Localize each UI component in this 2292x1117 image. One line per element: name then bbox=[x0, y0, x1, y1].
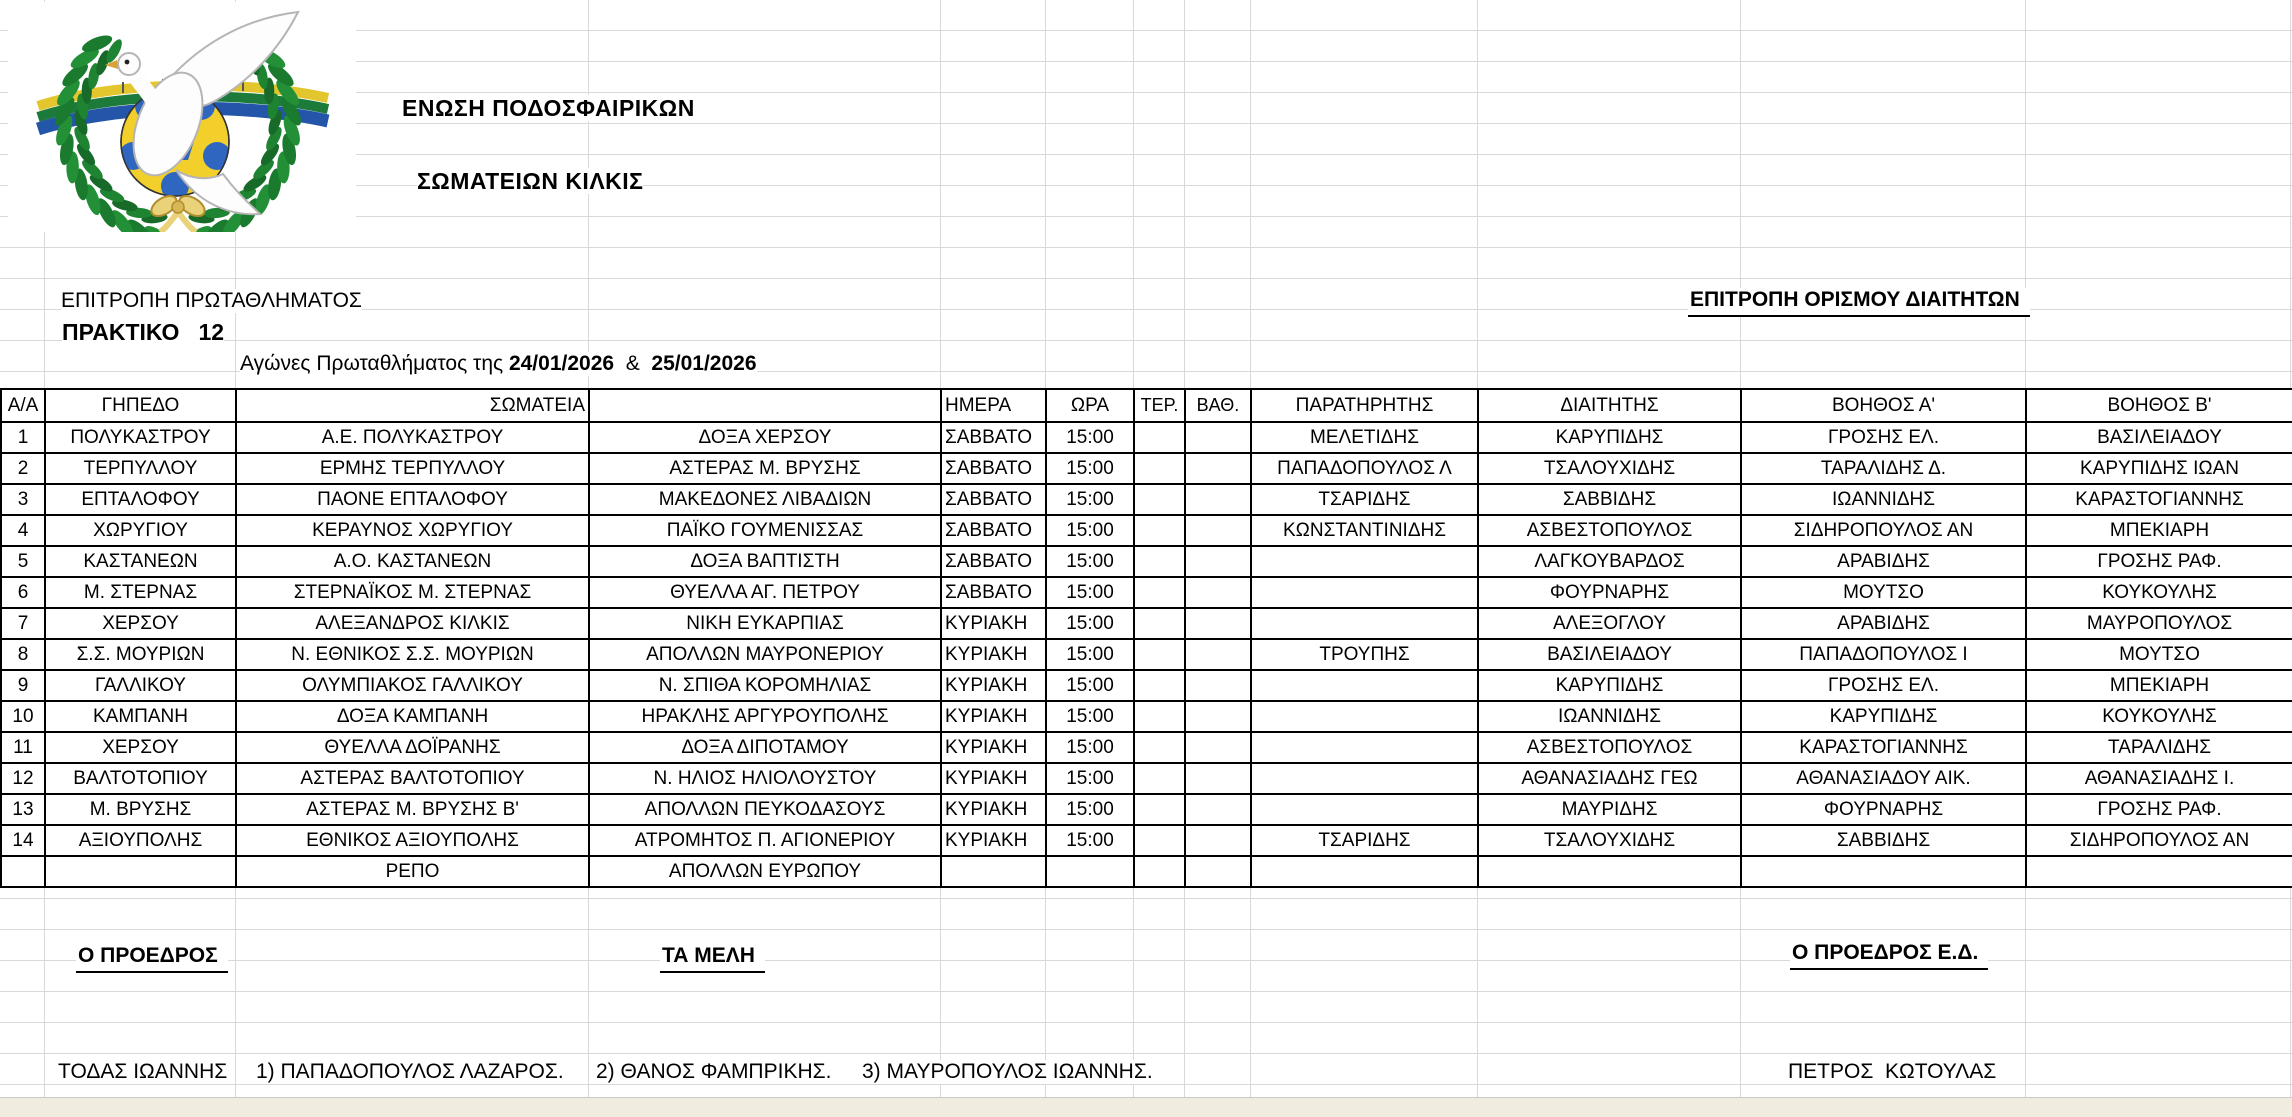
cell-time: 15:00 bbox=[1046, 453, 1134, 484]
fixture-row bbox=[1, 701, 2292, 732]
cell-points bbox=[1185, 763, 1251, 794]
cell-empty bbox=[1046, 856, 1134, 887]
cell-score bbox=[1134, 763, 1185, 794]
matches-date-line bbox=[240, 352, 757, 376]
cell-away: ΝΙΚΗ ΕΥΚΑΡΠΙΑΣ bbox=[589, 608, 941, 639]
cell-day: ΚΥΡΙΑΚΗ bbox=[941, 732, 1046, 763]
fixture-row bbox=[1, 546, 2292, 577]
cell-points bbox=[1185, 515, 1251, 546]
president-name: ΤΟΔΑΣ ΙΩΑΝΝΗΣ bbox=[58, 1060, 228, 1083]
bye-row bbox=[1, 856, 2292, 887]
cell-time: 15:00 bbox=[1046, 825, 1134, 856]
cell-score bbox=[1134, 515, 1185, 546]
member-3-name: 3) ΜΑΥΡΟΠΟΥΛΟΣ ΙΩΑΝΝΗΣ. bbox=[862, 1060, 1153, 1083]
cell-score bbox=[1134, 484, 1185, 515]
cell-away: ΔΟΞΑ ΔΙΠΟΤΑΜΟΥ bbox=[589, 732, 941, 763]
cell-assistant_b: ΓΡΟΣΗΣ ΡΑΦ. bbox=[2026, 546, 2292, 577]
cell-assistant_b: ΜΑΥΡΟΠΟΥΛΟΣ bbox=[2026, 608, 2292, 639]
cell-points bbox=[1185, 546, 1251, 577]
cell-referee: ΙΩΑΝΝΙΔΗΣ bbox=[1478, 701, 1741, 732]
cell-score bbox=[1134, 732, 1185, 763]
cell-score bbox=[1134, 546, 1185, 577]
cell-venue: ΓΑΛΛΙΚΟΥ bbox=[45, 670, 236, 701]
cell-aa: 7 bbox=[1, 608, 45, 639]
cell-score bbox=[1134, 639, 1185, 670]
cell-time: 15:00 bbox=[1046, 484, 1134, 515]
cell-referee: ΣΑΒΒΙΔΗΣ bbox=[1478, 484, 1741, 515]
cell-assistant_a: ΣΙΔΗΡΟΠΟΥΛΟΣ ΑΝ bbox=[1741, 515, 2026, 546]
header-points: ΒΑΘ. bbox=[1185, 389, 1251, 422]
cell-empty bbox=[1185, 856, 1251, 887]
cell-score bbox=[1134, 701, 1185, 732]
cell-aa: 2 bbox=[1, 453, 45, 484]
cell-assistant_a: ΚΑΡΑΣΤΟΓΙΑΝΝΗΣ bbox=[1741, 732, 2026, 763]
cell-assistant_b: ΜΠΕΚΙΑΡΗ bbox=[2026, 670, 2292, 701]
cell-aa: 14 bbox=[1, 825, 45, 856]
cell-observer bbox=[1251, 608, 1478, 639]
cell-observer: ΚΩΝΣΤΑΝΤΙΝΙΔΗΣ bbox=[1251, 515, 1478, 546]
cell-assistant_b: ΜΟΥΤΣΟ bbox=[2026, 639, 2292, 670]
cell-home: Α.Ε. ΠΟΛΥΚΑΣΤΡΟΥ bbox=[236, 422, 589, 453]
cell-home: ΕΡΜΗΣ ΤΕΡΠΥΛΛΟΥ bbox=[236, 453, 589, 484]
cell-empty bbox=[1741, 856, 2026, 887]
cell-score bbox=[1134, 577, 1185, 608]
cell-observer bbox=[1251, 701, 1478, 732]
cell-points bbox=[1185, 608, 1251, 639]
cell-away: ΑΠΟΛΛΩΝ ΜΑΥΡΟΝΕΡΙΟΥ bbox=[589, 639, 941, 670]
header-time: ΩΡΑ bbox=[1046, 389, 1134, 422]
cell-points bbox=[1185, 639, 1251, 670]
cell-time: 15:00 bbox=[1046, 515, 1134, 546]
referees-committee-label: ΕΠΙΤΡΟΠΗ ΟΡΙΣΜΟΥ ΔΙΑΙΤΗΤΩΝ bbox=[1688, 288, 2030, 317]
cell-away: Ν. ΣΠΙΘΑ ΚΟΡΟΜΗΛΙΑΣ bbox=[589, 670, 941, 701]
cell-points bbox=[1185, 422, 1251, 453]
minutes-number-label: ΠΡΑΚΤΙΚΟ 12 bbox=[62, 319, 225, 345]
cell-away: Ν. ΗΛΙΟΣ ΗΛΙΟΛΟΥΣΤΟΥ bbox=[589, 763, 941, 794]
match-date-first: 24/01/2026 bbox=[508, 352, 615, 375]
cell-aa: 9 bbox=[1, 670, 45, 701]
cell-time: 15:00 bbox=[1046, 670, 1134, 701]
cell-points bbox=[1185, 453, 1251, 484]
cell-aa: 13 bbox=[1, 794, 45, 825]
cell-venue: ΒΑΛΤΟΤΟΠΙΟΥ bbox=[45, 763, 236, 794]
fixture-row bbox=[1, 453, 2292, 484]
header-assistant_a: ΒΟΗΘΟΣ Α' bbox=[1741, 389, 2026, 422]
fixture-row bbox=[1, 515, 2292, 546]
cell-aa: 6 bbox=[1, 577, 45, 608]
cell-aa: 11 bbox=[1, 732, 45, 763]
cell-away: ΘΥΕΛΛΑ ΑΓ. ΠΕΤΡΟΥ bbox=[589, 577, 941, 608]
header-observer: ΠΑΡΑΤΗΡΗΤΗΣ bbox=[1251, 389, 1478, 422]
cell-venue: ΕΠΤΑΛΟΦΟΥ bbox=[45, 484, 236, 515]
cell-day: ΚΥΡΙΑΚΗ bbox=[941, 670, 1046, 701]
cell-aa: 4 bbox=[1, 515, 45, 546]
cell-time: 15:00 bbox=[1046, 639, 1134, 670]
cell-away: ΔΟΞΑ ΧΕΡΣΟΥ bbox=[589, 422, 941, 453]
header-day: ΗΜΕΡΑ bbox=[941, 389, 1046, 422]
cell-score bbox=[1134, 670, 1185, 701]
cell-assistant_a: ΑΡΑΒΙΔΗΣ bbox=[1741, 608, 2026, 639]
cell-referee: ΑΛΕΞΟΓΛΟΥ bbox=[1478, 608, 1741, 639]
fixture-row bbox=[1, 763, 2292, 794]
cell-empty bbox=[941, 856, 1046, 887]
cell-home: ΑΛΕΞΑΝΔΡΟΣ ΚΙΛΚΙΣ bbox=[236, 608, 589, 639]
cell-assistant_b: ΒΑΣΙΛΕΙΑΔΟΥ bbox=[2026, 422, 2292, 453]
cell-home: ΕΘΝΙΚΟΣ ΑΞΙΟΥΠΟΛΗΣ bbox=[236, 825, 589, 856]
cell-venue: ΤΕΡΠΥΛΛΟΥ bbox=[45, 453, 236, 484]
header-assistant_b: ΒΟΗΘΟΣ Β' bbox=[2026, 389, 2292, 422]
fixture-row bbox=[1, 577, 2292, 608]
cell-assistant_b: ΤΑΡΑΛΙΔΗΣ bbox=[2026, 732, 2292, 763]
cell-score bbox=[1134, 825, 1185, 856]
cell-referee: ΚΑΡΥΠΙΔΗΣ bbox=[1478, 670, 1741, 701]
cell-score bbox=[1134, 422, 1185, 453]
cell-time: 15:00 bbox=[1046, 794, 1134, 825]
cell-observer: ΤΣΑΡΙΔΗΣ bbox=[1251, 825, 1478, 856]
cell-venue: ΑΞΙΟΥΠΟΛΗΣ bbox=[45, 825, 236, 856]
cell-assistant_b: ΜΠΕΚΙΑΡΗ bbox=[2026, 515, 2292, 546]
cell-observer bbox=[1251, 577, 1478, 608]
cell-assistant_b: ΓΡΟΣΗΣ ΡΑΦ. bbox=[2026, 794, 2292, 825]
cell-venue: ΧΩΡΥΓΙΟΥ bbox=[45, 515, 236, 546]
header-teams: ΣΩΜΑΤΕΙΑ bbox=[236, 389, 589, 422]
cell-venue: ΚΑΣΤΑΝΕΩΝ bbox=[45, 546, 236, 577]
cell-away: ΜΑΚΕΔΟΝΕΣ ΛΙΒΑΔΙΩΝ bbox=[589, 484, 941, 515]
cell-assistant_b: ΚΑΡΥΠΙΔΗΣ ΙΩΑΝ bbox=[2026, 453, 2292, 484]
cell-assistant_b: ΚΟΥΚΟΥΛΗΣ bbox=[2026, 577, 2292, 608]
cell-referee: ΒΑΣΙΛΕΙΑΔΟΥ bbox=[1478, 639, 1741, 670]
fixtures-header-row bbox=[1, 389, 2292, 422]
cell-assistant_a: ΑΡΑΒΙΔΗΣ bbox=[1741, 546, 2026, 577]
cell-observer: ΤΡΟΥΠΗΣ bbox=[1251, 639, 1478, 670]
cell-referee: ΑΘΑΝΑΣΙΑΔΗΣ ΓΕΩ bbox=[1478, 763, 1741, 794]
cell-assistant_b: ΚΟΥΚΟΥΛΗΣ bbox=[2026, 701, 2292, 732]
cell-home: ΘΥΕΛΛΑ ΔΟΪΡΑΝΗΣ bbox=[236, 732, 589, 763]
header-venue: ΓΗΠΕΔΟ bbox=[45, 389, 236, 422]
cell-venue: Μ. ΒΡΥΣΗΣ bbox=[45, 794, 236, 825]
header-score: ΤΕΡ. bbox=[1134, 389, 1185, 422]
cell-away: ΗΡΑΚΛΗΣ ΑΡΓΥΡΟΥΠΟΛΗΣ bbox=[589, 701, 941, 732]
header-teams-away bbox=[589, 389, 941, 422]
cell-observer bbox=[1251, 732, 1478, 763]
cell-referee: ΛΑΓΚΟΥΒΑΡΔΟΣ bbox=[1478, 546, 1741, 577]
cell-home: ΑΣΤΕΡΑΣ ΒΑΛΤΟΤΟΠΙΟΥ bbox=[236, 763, 589, 794]
member-1-name: 1) ΠΑΠΑΔΟΠΟΥΛΟΣ ΛΑΖΑΡΟΣ. bbox=[256, 1060, 564, 1083]
cell-empty bbox=[45, 856, 236, 887]
cell-points bbox=[1185, 701, 1251, 732]
cell-day: ΚΥΡΙΑΚΗ bbox=[941, 608, 1046, 639]
cell-time: 15:00 bbox=[1046, 608, 1134, 639]
cell-empty bbox=[1134, 856, 1185, 887]
cell-home: ΔΟΞΑ ΚΑΜΠΑΝΗ bbox=[236, 701, 589, 732]
cell-venue: ΧΕΡΣΟΥ bbox=[45, 732, 236, 763]
cell-away: ΠΑΪΚΟ ΓΟΥΜΕΝΙΣΣΑΣ bbox=[589, 515, 941, 546]
referees-president-label: Ο ΠΡΟΕΔΡΟΣ Ε.Δ. bbox=[1790, 941, 1988, 970]
cell-assistant_a: ΣΑΒΒΙΔΗΣ bbox=[1741, 825, 2026, 856]
dove-eye-icon bbox=[125, 60, 130, 65]
president-label: Ο ΠΡΟΕΔΡΟΣ bbox=[76, 944, 228, 973]
cell-score bbox=[1134, 453, 1185, 484]
cell-time: 15:00 bbox=[1046, 763, 1134, 794]
cell-aa: 5 bbox=[1, 546, 45, 577]
cell-day: ΚΥΡΙΑΚΗ bbox=[941, 763, 1046, 794]
championship-committee-label: ΕΠΙΤΡΟΠΗ ΠΡΩΤΑΘΛΗΜΑΤΟΣ bbox=[61, 289, 362, 312]
cell-empty bbox=[1478, 856, 1741, 887]
cell-score bbox=[1134, 794, 1185, 825]
cell-away: ΑΠΟΛΛΩΝ ΠΕΥΚΟΔΑΣΟΥΣ bbox=[589, 794, 941, 825]
cell-day: ΣΑΒΒΑΤΟ bbox=[941, 453, 1046, 484]
cell-day: ΣΑΒΒΑΤΟ bbox=[941, 484, 1046, 515]
cell-observer bbox=[1251, 763, 1478, 794]
cell-time: 15:00 bbox=[1046, 422, 1134, 453]
cell-aa: 1 bbox=[1, 422, 45, 453]
fixture-row bbox=[1, 422, 2292, 453]
fixture-row bbox=[1, 825, 2292, 856]
cell-day: ΚΥΡΙΑΚΗ bbox=[941, 794, 1046, 825]
org-title-line1: ΕΝΩΣΗ ΠΟΔΟΣΦΑΙΡΙΚΩΝ bbox=[402, 95, 695, 121]
cell-time: 15:00 bbox=[1046, 546, 1134, 577]
cell-observer bbox=[1251, 794, 1478, 825]
fixture-row bbox=[1, 794, 2292, 825]
cell-away: ΔΟΞΑ ΒΑΠΤΙΣΤΗ bbox=[589, 546, 941, 577]
cell-time: 15:00 bbox=[1046, 577, 1134, 608]
header-aa: Α/Α bbox=[1, 389, 45, 422]
cell-home: Α.Ο. ΚΑΣΤΑΝΕΩΝ bbox=[236, 546, 589, 577]
fixture-row bbox=[1, 732, 2292, 763]
cell-venue: Μ. ΣΤΕΡΝΑΣ bbox=[45, 577, 236, 608]
cell-bye-team: ΑΠΟΛΛΩΝ ΕΥΡΩΠΟΥ bbox=[589, 856, 941, 887]
match-date-second: 25/01/2026 bbox=[651, 352, 757, 375]
cell-empty bbox=[1251, 856, 1478, 887]
cell-day: ΣΑΒΒΑΤΟ bbox=[941, 422, 1046, 453]
cell-assistant_a: ΓΡΟΣΗΣ ΕΛ. bbox=[1741, 670, 2026, 701]
fixtures-table bbox=[0, 388, 2292, 888]
cell-home: Ν. ΕΘΝΙΚΟΣ Σ.Σ. ΜΟΥΡΙΩΝ bbox=[236, 639, 589, 670]
cell-points bbox=[1185, 825, 1251, 856]
cell-home: ΚΕΡΑΥΝΟΣ ΧΩΡΥΓΙΟΥ bbox=[236, 515, 589, 546]
sheet-edge-strip bbox=[0, 1097, 2292, 1117]
cell-venue: Σ.Σ. ΜΟΥΡΙΩΝ bbox=[45, 639, 236, 670]
cell-observer: ΠΑΠΑΔΟΠΟΥΛΟΣ Λ bbox=[1251, 453, 1478, 484]
cell-aa: 8 bbox=[1, 639, 45, 670]
fixture-row bbox=[1, 639, 2292, 670]
cell-day: ΣΑΒΒΑΤΟ bbox=[941, 515, 1046, 546]
cell-empty bbox=[2026, 856, 2292, 887]
matches-prefix: Αγώνες Πρωταθλήματος της bbox=[240, 352, 509, 375]
members-label: ΤΑ ΜΕΛΗ bbox=[660, 944, 765, 973]
cell-day: ΣΑΒΒΑΤΟ bbox=[941, 577, 1046, 608]
cell-referee: ΜΑΥΡΙΔΗΣ bbox=[1478, 794, 1741, 825]
cell-observer: ΜΕΛΕΤΙΔΗΣ bbox=[1251, 422, 1478, 453]
cell-assistant_b: ΣΙΔΗΡΟΠΟΥΛΟΣ ΑΝ bbox=[2026, 825, 2292, 856]
fixture-row bbox=[1, 484, 2292, 515]
cell-day: ΣΑΒΒΑΤΟ bbox=[941, 546, 1046, 577]
cell-assistant_b: ΑΘΑΝΑΣΙΑΔΗΣ Ι. bbox=[2026, 763, 2292, 794]
cell-assistant_b: ΚΑΡΑΣΤΟΓΙΑΝΝΗΣ bbox=[2026, 484, 2292, 515]
cell-referee: ΦΟΥΡΝΑΡΗΣ bbox=[1478, 577, 1741, 608]
cell-home: ΠΑΟΝΕ ΕΠΤΑΛΟΦΟΥ bbox=[236, 484, 589, 515]
cell-venue: ΧΕΡΣΟΥ bbox=[45, 608, 236, 639]
cell-referee: ΚΑΡΥΠΙΔΗΣ bbox=[1478, 422, 1741, 453]
cell-time: 15:00 bbox=[1046, 732, 1134, 763]
cell-observer: ΤΣΑΡΙΔΗΣ bbox=[1251, 484, 1478, 515]
cell-points bbox=[1185, 732, 1251, 763]
cell-observer bbox=[1251, 546, 1478, 577]
cell-referee: ΤΣΑΛΟΥΧΙΔΗΣ bbox=[1478, 453, 1741, 484]
cell-home: ΣΤΕΡΝΑΪΚΟΣ Μ. ΣΤΕΡΝΑΣ bbox=[236, 577, 589, 608]
cell-assistant_a: ΜΟΥΤΣΟ bbox=[1741, 577, 2026, 608]
cell-assistant_a: ΤΑΡΑΛΙΔΗΣ Δ. bbox=[1741, 453, 2026, 484]
cell-aa: 3 bbox=[1, 484, 45, 515]
referees-president-name: ΠΕΤΡΟΣ ΚΩΤΟΥΛΑΣ bbox=[1788, 1060, 1997, 1083]
cell-aa: 10 bbox=[1, 701, 45, 732]
cell-observer bbox=[1251, 670, 1478, 701]
cell-referee: ΤΣΑΛΟΥΧΙΔΗΣ bbox=[1478, 825, 1741, 856]
cell-aa: 12 bbox=[1, 763, 45, 794]
cell-venue: ΠΟΛΥΚΑΣΤΡΟΥ bbox=[45, 422, 236, 453]
fixture-row bbox=[1, 670, 2292, 701]
cell-assistant_a: ΑΘΑΝΑΣΙΑΔΟΥ ΑΙΚ. bbox=[1741, 763, 2026, 794]
cell-points bbox=[1185, 577, 1251, 608]
fixture-row bbox=[1, 608, 2292, 639]
club-logo bbox=[8, 2, 356, 232]
cell-assistant_a: ΚΑΡΥΠΙΔΗΣ bbox=[1741, 701, 2026, 732]
org-title-line2: ΣΩΜΑΤΕΙΩΝ ΚΙΛΚΙΣ bbox=[417, 168, 644, 194]
cell-day: ΚΥΡΙΑΚΗ bbox=[941, 701, 1046, 732]
cell-referee: ΑΣΒΕΣΤΟΠΟΥΛΟΣ bbox=[1478, 515, 1741, 546]
cell-assistant_a: ΦΟΥΡΝΑΡΗΣ bbox=[1741, 794, 2026, 825]
cell-home: ΟΛΥΜΠΙΑΚΟΣ ΓΑΛΛΙΚΟΥ bbox=[236, 670, 589, 701]
cell-referee: ΑΣΒΕΣΤΟΠΟΥΛΟΣ bbox=[1478, 732, 1741, 763]
cell-away: ΑΣΤΕΡΑΣ Μ. ΒΡΥΣΗΣ bbox=[589, 453, 941, 484]
cell-assistant_a: ΠΑΠΑΔΟΠΟΥΛΟΣ Ι bbox=[1741, 639, 2026, 670]
cell-points bbox=[1185, 670, 1251, 701]
header-referee: ΔΙΑΙΤΗΤΗΣ bbox=[1478, 389, 1741, 422]
cell-venue: ΚΑΜΠΑΝΗ bbox=[45, 701, 236, 732]
member-2-name: 2) ΘΑΝΟΣ ΦΑΜΠΡΙΚΗΣ. bbox=[596, 1060, 832, 1083]
cell-score bbox=[1134, 608, 1185, 639]
cell-empty bbox=[1, 856, 45, 887]
cell-points bbox=[1185, 484, 1251, 515]
cell-day: ΚΥΡΙΑΚΗ bbox=[941, 825, 1046, 856]
cell-away: ΑΤΡΟΜΗΤΟΣ Π. ΑΓΙΟΝΕΡΙΟΥ bbox=[589, 825, 941, 856]
cell-day: ΚΥΡΙΑΚΗ bbox=[941, 639, 1046, 670]
cell-home: ΑΣΤΕΡΑΣ Μ. ΒΡΥΣΗΣ Β' bbox=[236, 794, 589, 825]
cell-points bbox=[1185, 794, 1251, 825]
cell-assistant_a: ΓΡΟΣΗΣ ΕΛ. bbox=[1741, 422, 2026, 453]
cell-bye-label: ΡΕΠΟ bbox=[236, 856, 589, 887]
cell-assistant_a: ΙΩΑΝΝΙΔΗΣ bbox=[1741, 484, 2026, 515]
dates-separator: & bbox=[614, 352, 652, 375]
cell-time: 15:00 bbox=[1046, 701, 1134, 732]
